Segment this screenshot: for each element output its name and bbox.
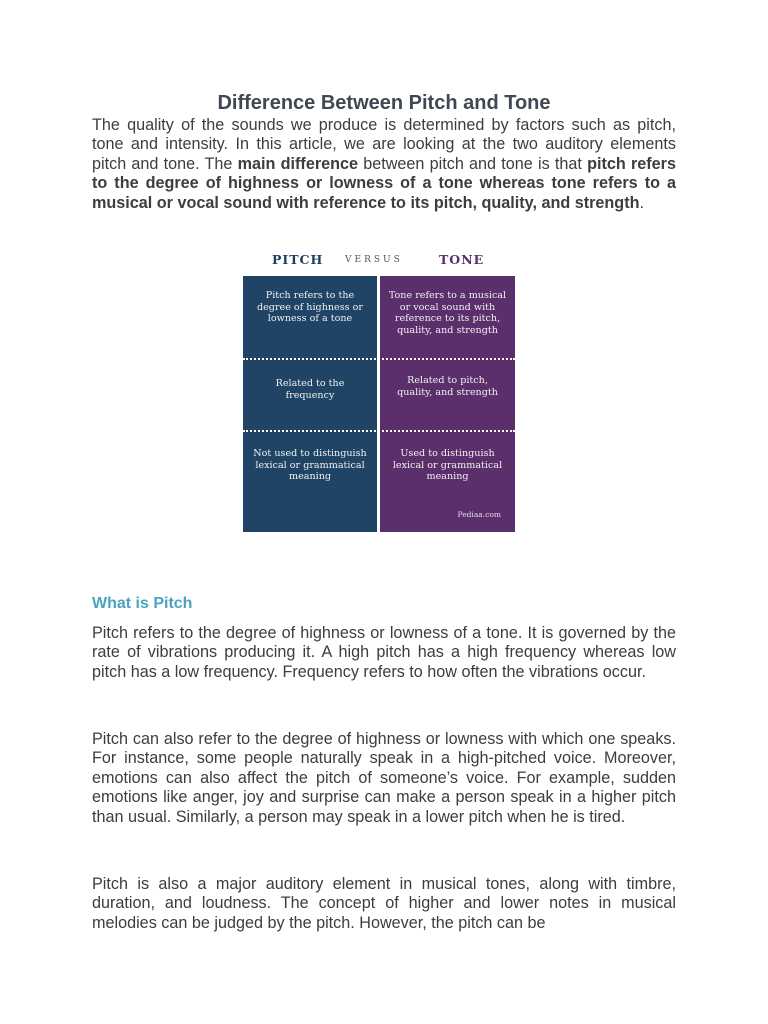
tone-column [380, 276, 515, 532]
body-paragraph-3 [92, 875, 676, 933]
pitch-cell-usage: Not used to distinguish lexical or grammatical meaning [253, 448, 367, 483]
paragraph-speech-pitch: Pitch can also refer to the degree of highness or lowness with which one speaks. For instance, some people naturally speak in a high-pitched voice. Moreover, emotions can also affect the pitch of someone’s voice. For example, sudden emotions like anger, joy and surprise can make a person speak in a higher pitch than usual. Similarly, a person may speak in a lower pitch when he is tired. [92, 730, 676, 826]
intro-text-2: between pitch and tone is that [358, 154, 588, 173]
intro-text-3: . [639, 193, 644, 212]
paragraph-frequency: Pitch refers to the degree of highness or lowness of a tone. It is governed by the rate of vibrations producing it. A high pitch has a high frequency whereas low pitch has a low frequency. Frequency refers to how often the vibrations occur. [92, 624, 676, 681]
body-paragraph-1 [92, 624, 676, 682]
pitch-column [243, 276, 377, 532]
tone-cell-relation: Related to pitch, quality, and strength [397, 375, 498, 398]
document-header [92, 90, 676, 213]
intro-paragraph [92, 116, 676, 213]
section-heading-what-is-pitch: What is Pitch [92, 595, 193, 612]
pitch-cell-relation: Related to the frequency [275, 378, 345, 401]
intro-bold-1: main difference [237, 154, 359, 173]
watermark-text: Pediaa.com [457, 510, 501, 519]
intro-text-1: The quality of the sounds we produce is determined by factors such as pitch, tone and intensity. In this article, we are looking at the two auditory elements pitch and tone. The [92, 116, 676, 173]
comparison-header [243, 242, 515, 276]
paragraph-musical-pitch: Pitch is also a major auditory element in musical tones, along with timbre, duration, and loudness. The concept of higher and lower notes in musical melodies can be judged by the pitch. However, the pitch can be [92, 875, 676, 932]
tone-header: TONE [439, 252, 485, 267]
intro-bold-2: pitch refers to the degree of highness or lowness of a tone whereas tone refers to a musical or vocal sound with reference to its pitch, quality, and strength [92, 154, 676, 212]
pitch-header: PITCH [272, 252, 324, 267]
body-paragraph-2 [92, 730, 676, 827]
pitch-cell-definition: Pitch refers to the degree of highness or lowness of a tone [256, 290, 363, 325]
row-divider-1 [243, 358, 515, 360]
tone-cell-definition: Tone refers to a musical or vocal sound with reference to its pitch, quality, and strength [388, 290, 507, 336]
tone-cell-usage: Used to distinguish lexical or grammatical meaning [392, 448, 503, 483]
row-divider-2 [243, 430, 515, 432]
versus-label: VERSUS [345, 255, 403, 265]
page-title: Difference Between Pitch and Tone [217, 92, 551, 114]
comparison-infographic [243, 242, 515, 532]
